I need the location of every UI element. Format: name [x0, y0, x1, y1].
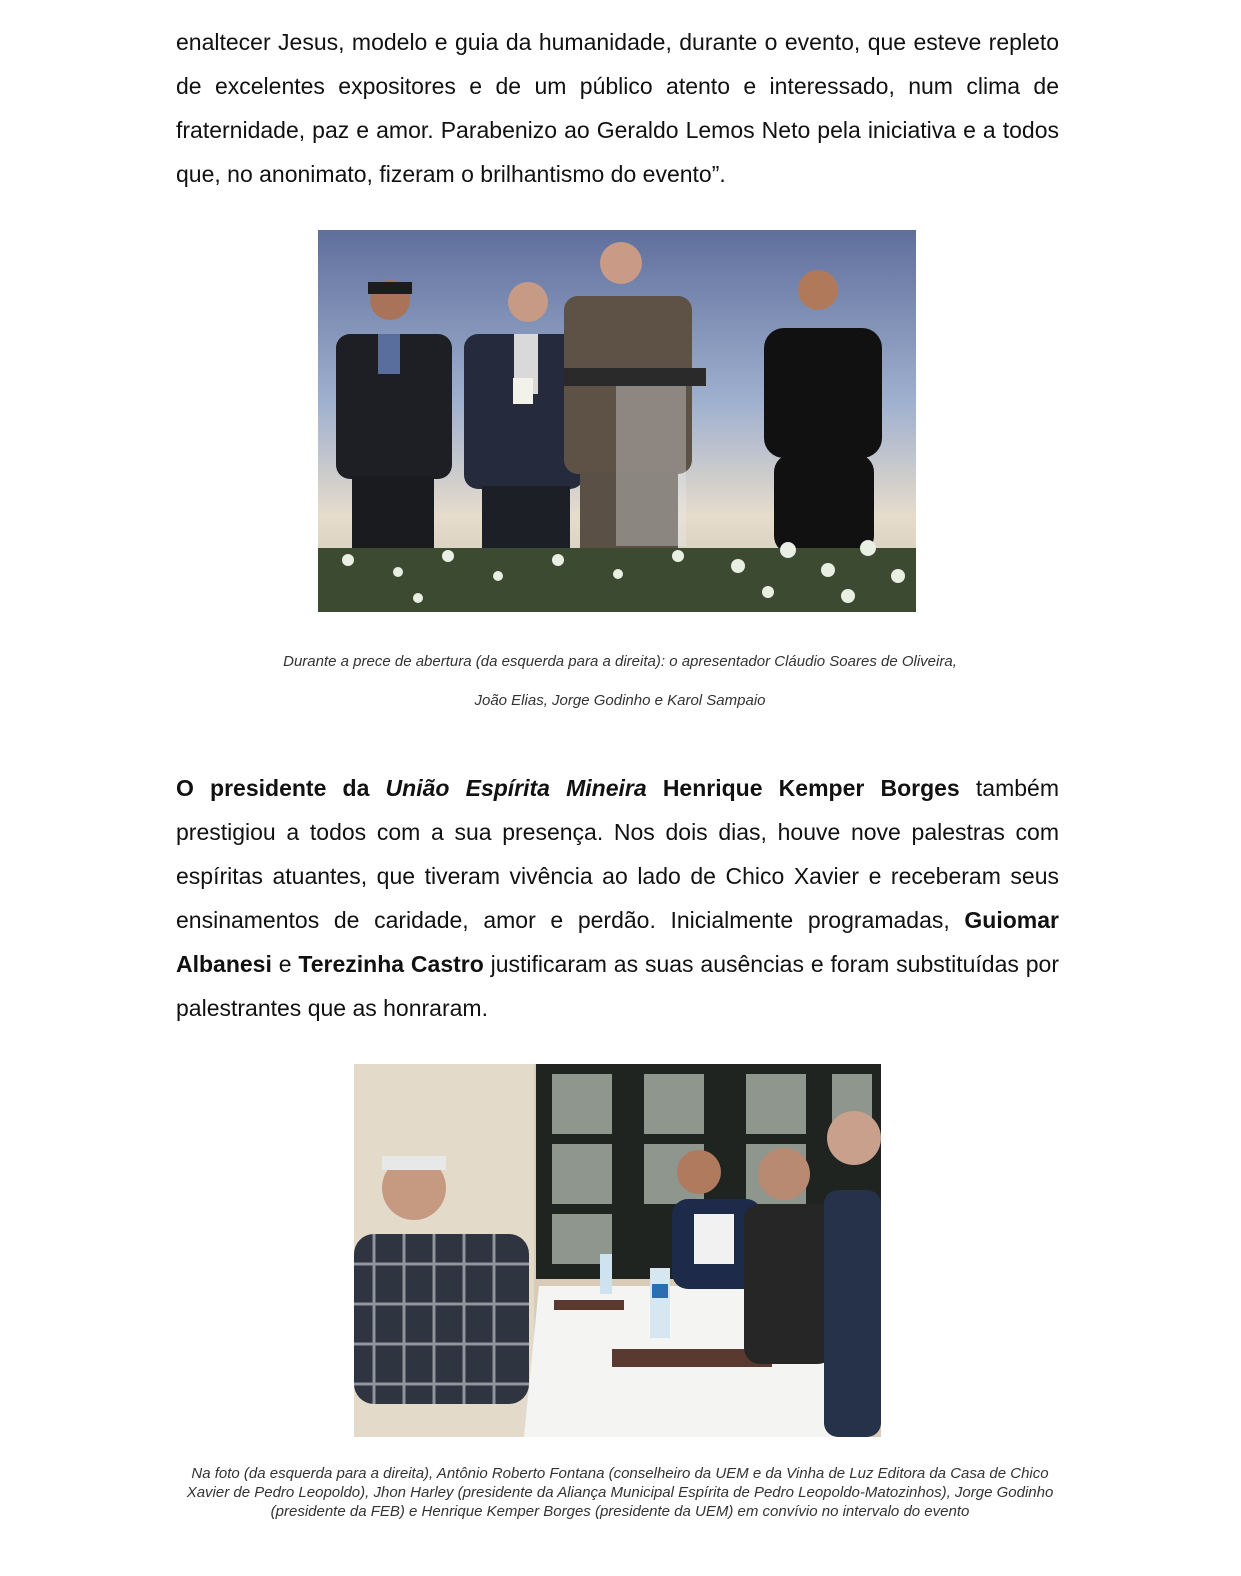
speaker-name-2: Terezinha Castro: [298, 951, 484, 977]
caption-1-line-1: Durante a prece de abertura (da esquerda para a direita): o apresentador Cláudio Soares de Oliveira,: [283, 653, 957, 670]
photo-caption-2: Na foto (da esquerda para a direita), Antônio Roberto Fontana (conselheiro da UEM e da Vinha de Luz Editora da Casa de Chico Xavier de Pedro Leopoldo), Jhon Harley (presidente da Aliança Municipal Espírita de Pedro Leopoldo-Matozinhos), Jorge Godinho (presidente da FEB) e Henrique Kemper Borges (presidente da UEM) em convívio no intervalo do evento: [186, 1465, 1054, 1520]
paragraph-text-b: e: [271, 951, 299, 977]
president-name: Henrique Kemper Borges: [646, 775, 960, 801]
photo-caption-1: [200, 642, 1040, 720]
paragraph-text-c: justificaram as suas ausências e foram substituídas por palestrantes que as honraram.: [176, 951, 1059, 1021]
event-break-photo: [354, 1064, 881, 1437]
caption-1-line-2: João Elias, Jorge Godinho e Karol Sampaio: [474, 692, 766, 709]
speaker-name-1: Guiomar Albanesi: [176, 907, 1059, 977]
opening-prayer-photo: [318, 230, 916, 612]
body-paragraph-2: [176, 766, 1059, 1030]
organization-name: União Espírita Mineira: [385, 775, 647, 801]
body-paragraph-1: enaltecer Jesus, modelo e guia da humanidade, durante o evento, que esteve repleto de excelentes expositores e de um público atento e interessado, num clima de fraternidade, paz e amor. Parabenizo ao Geraldo Lemos Neto pela iniciativa e a todos que, no anonimato, fizeram o brilhantismo do evento”.: [176, 29, 1059, 187]
intro-bold: O presidente da: [176, 775, 386, 801]
paragraph-text-a: também prestigiou a todos com a sua presença. Nos dois dias, houve nove palestras com espíritas atuantes, que tiveram vivência ao lado de Chico Xavier e receberam seus ensinamentos de caridade, amor e perdão. Inicialmente programadas,: [176, 775, 1059, 933]
